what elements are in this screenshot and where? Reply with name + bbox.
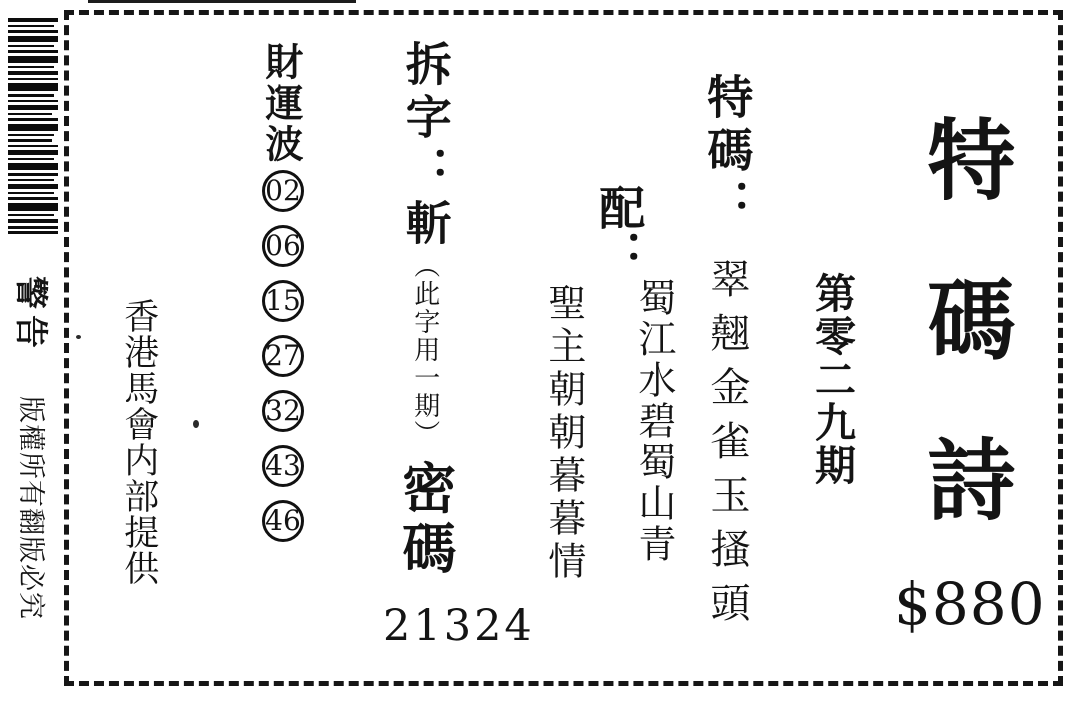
scan-artifact-line [88, 0, 356, 3]
fortune-number: 43 [262, 445, 304, 487]
split-word-note: （此字用一期） [410, 252, 440, 448]
fortune-wave-label: 財運波 [258, 42, 301, 165]
price-label: $880 [894, 570, 1046, 638]
barcode-image [8, 18, 58, 234]
password-number: 21324 [383, 601, 535, 651]
issue-number: 第零二九期 [809, 272, 856, 487]
match-label: 配： [593, 184, 645, 276]
fortune-number: 15 [262, 280, 304, 322]
verse-line-2: 聖主朝朝暮暮情 [541, 283, 584, 584]
sheet-title: 特碼詩 [914, 114, 1012, 594]
provider-label: 香港馬會内部提供 [119, 298, 159, 586]
fortune-wave-numbers [262, 170, 304, 542]
fortune-number: 27 [262, 335, 304, 377]
special-number-verse: 翠翹金雀玉搔頭 [705, 258, 750, 636]
split-word-label: 拆字：斬 [399, 40, 451, 252]
warning-label: 警告 [12, 276, 48, 354]
special-number-label: 特碼： [701, 73, 753, 232]
fortune-number: 46 [262, 500, 304, 542]
fortune-number: 06 [262, 225, 304, 267]
fortune-number: 02 [262, 170, 304, 212]
split-word-column [396, 40, 453, 630]
copyright-label: 版權所有翻版必究 [16, 396, 46, 620]
verse-line-1: 蜀江水碧蜀山青 [631, 278, 674, 565]
password-label: 密碼 [394, 460, 455, 580]
fortune-number: 32 [262, 390, 304, 432]
